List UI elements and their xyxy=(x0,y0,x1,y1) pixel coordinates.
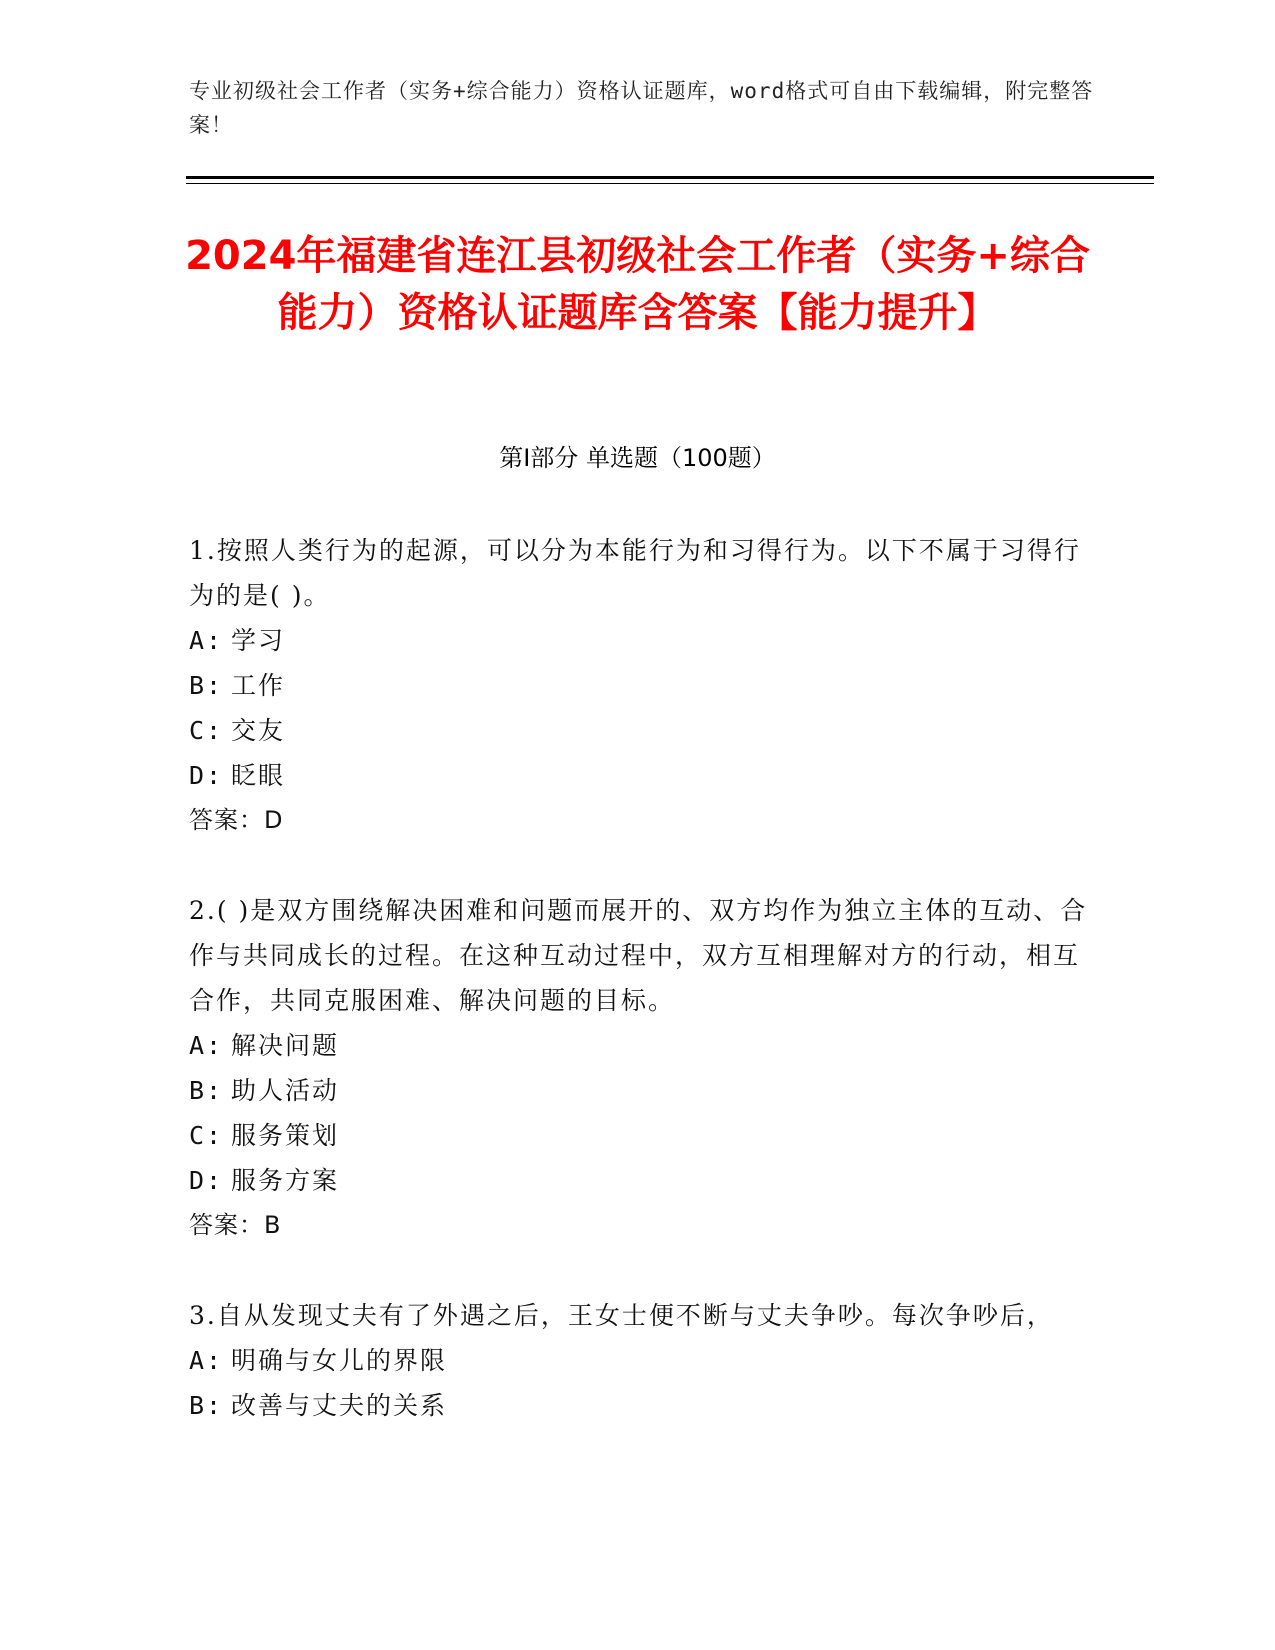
option-a xyxy=(189,618,1094,663)
header-note: 专业初级社会工作者（实务+综合能力）资格认证题库，word格式可自由下载编辑，附完整答案！ xyxy=(189,79,1094,137)
option-b xyxy=(189,1383,1094,1428)
question-stem: 2.( )是双方围绕解决困难和问题而展开的、双方均作为独立主体的互动、合作与共同成长的过程。在这种互动过程中，双方互相理解对方的行动，相互合作，共同克服困难、解决问题的目标。 xyxy=(189,896,1088,1015)
question-1 xyxy=(189,528,1094,843)
option-text: 助人活动 xyxy=(231,1076,340,1105)
option-c xyxy=(189,1113,1094,1158)
option-b xyxy=(189,1068,1094,1113)
section-heading: 第Ⅰ部分 单选题（100题） xyxy=(499,444,776,472)
option-text: 改善与丈夫的关系 xyxy=(231,1391,448,1420)
header-rule-thick xyxy=(186,176,1154,179)
option-text: 工作 xyxy=(231,671,286,700)
option-text: 解决问题 xyxy=(231,1031,340,1060)
option-letter: C: xyxy=(189,1121,224,1150)
option-text: 明确与女儿的界限 xyxy=(231,1346,448,1375)
option-a xyxy=(189,1338,1094,1383)
option-text: 交友 xyxy=(231,716,286,745)
question-2 xyxy=(189,888,1094,1248)
option-c xyxy=(189,708,1094,753)
option-letter: B: xyxy=(189,1076,224,1105)
document-title: 2024年福建省连江县初级社会工作者（实务+综合能力）资格认证题库含答案【能力提升】 xyxy=(185,233,1090,336)
option-text: 服务方案 xyxy=(231,1166,340,1195)
question-stem: 3.自从发现丈夫有了外遇之后，王女士便不断与丈夫争吵。每次争吵后， xyxy=(189,1301,1054,1330)
option-text: 眨眼 xyxy=(231,761,286,790)
question-list xyxy=(189,528,1094,1473)
header-rule-thin xyxy=(186,183,1154,184)
option-letter: C: xyxy=(189,716,224,745)
option-b xyxy=(189,663,1094,708)
option-letter: A: xyxy=(189,626,224,655)
option-text: 服务策划 xyxy=(231,1121,340,1150)
option-letter: B: xyxy=(189,671,224,700)
answer-line: 答案：D xyxy=(189,806,284,834)
question-stem: 1.按照人类行为的起源，可以分为本能行为和习得行为。以下不属于习得行为的是( )。 xyxy=(189,536,1081,610)
option-letter: B: xyxy=(189,1391,224,1420)
question-3 xyxy=(189,1293,1094,1428)
option-a xyxy=(189,1023,1094,1068)
answer-line: 答案：B xyxy=(189,1211,282,1239)
option-d xyxy=(189,753,1094,798)
option-letter: D: xyxy=(189,761,224,790)
option-text: 学习 xyxy=(231,626,286,655)
option-letter: A: xyxy=(189,1346,224,1375)
option-d xyxy=(189,1158,1094,1203)
option-letter: A: xyxy=(189,1031,224,1060)
option-letter: D: xyxy=(189,1166,224,1195)
